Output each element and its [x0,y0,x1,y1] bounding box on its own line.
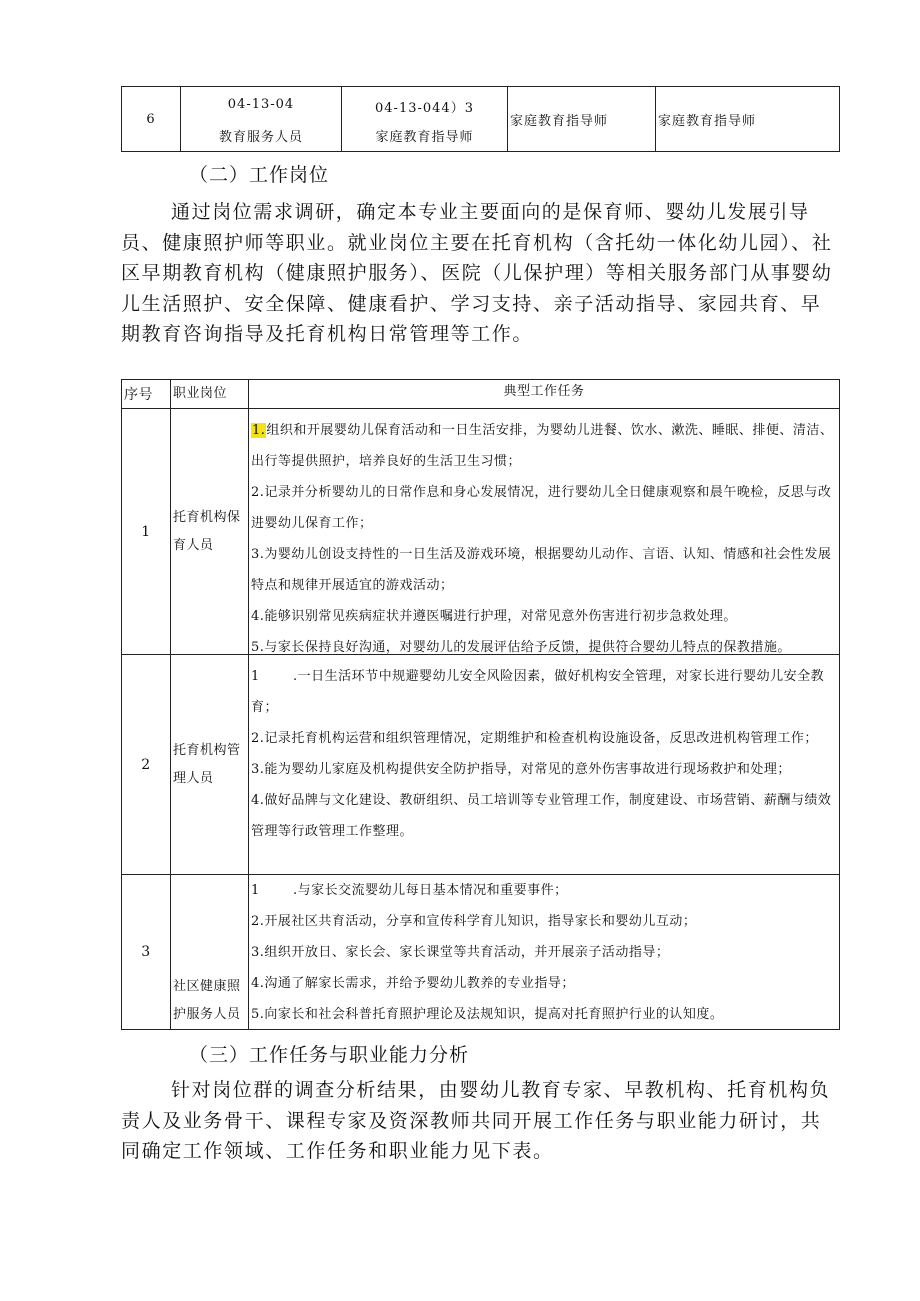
certificate-cell-2: 家庭教育指导师 [656,87,840,152]
task-item: 1 .一日生活环节中规避婴幼儿安全风险因素，做好机构安全管理，对家长进行婴幼儿安全教育； [251,669,825,715]
table-row [122,409,840,655]
task-item: 3.能为婴幼儿家庭及机构提供安全防护指导，对常见的意外伤害事故进行现场救护和处理； [251,762,791,777]
positions-table [121,379,840,1030]
occupation-table [121,86,840,152]
header-position: 职业岗位 [171,380,249,409]
table-row [122,875,840,1030]
table-row [122,655,840,875]
task-item: 4.能够识别常见疾病症状并遵医嘱进行护理，对常见意外伤害进行初步急救处理。 [251,609,737,624]
position-name: 社区健康照护服务人员 [171,875,249,1030]
task-item: 1.组织和开展婴幼儿保育活动和一日生活安排，为婴幼儿进餐、饮水、漱洗、睡眠、排便、清洁、出行等提供照护，培养良好的生活卫生习惯； [251,423,834,469]
highlight-mark: 1. [252,423,266,438]
task-cell [249,655,840,875]
occupation-name: 教育服务人员 [218,130,303,145]
header-no: 序号 [122,380,171,409]
header-tasks: 典型工作任务 [249,380,840,409]
section-heading-task-analysis: （三）工作任务与职业能力分析 [189,1044,470,1066]
task-item: 2.记录并分析婴幼儿的日常作息和身心发展情况，进行婴幼儿全日健康观察和晨午晚检，反思与改进婴幼儿保育工作； [251,485,832,531]
row-number: 1 [122,409,171,655]
positions-paragraph: 通过岗位需求调研，确定本专业主要面向的是保育师、婴幼儿发展引导员、健康照护师等职业。就业岗位主要在托育机构（含托幼一体化幼儿园）、社区早期教育机构（健康照护服务）、医院（儿保护理）等相关服务部门从事婴幼儿生活照护、安全保障、健康看护、学习支持、亲子活动指导、家园共育、早期教育咨询指导及托育机构日常管理等工作。 [121,201,833,345]
task-item: 2.开展社区共育活动，分享和宣传科学育儿知识，指导家长和婴幼儿互动； [251,914,697,929]
row-number: 3 [122,875,171,1030]
task-item: 4.沟通了解家长需求，并给予婴幼儿教养的专业指导； [251,976,575,991]
task-item: 4.做好品牌与文化建设、教研组织、员工培训等专业管理工作，制度建设、市场营销、薪酬与绩效管理等行政管理工作整理。 [251,793,832,839]
row-number: 2 [122,655,171,875]
occupation-code: 04-13-04 [227,97,295,112]
position-name: 托育机构保育人员 [171,409,249,655]
task-item: 5.向家长和社会科普托育照护理论及法规知识，提高对托育照护行业的认知度。 [251,1007,724,1022]
occupation-category-cell [181,87,342,152]
position-name: 托育机构管理人员 [171,655,249,875]
certificate-cell: 家庭教育指导师 [508,87,656,152]
task-analysis-paragraph: 针对岗位群的调查分析结果，由婴幼儿教育专家、早教机构、托育机构负责人及业务骨干、课程专家及资深教师共同开展工作任务与职业能力研讨，共同确定工作领域、工作任务和职业能力见下表。 [121,1079,831,1162]
section-heading-positions: （二）工作岗位 [189,164,330,186]
task-item: 3.为婴幼儿创设支持性的一日生活及游戏环境，根据婴幼儿动作、言语、认知、情感和社会性发展特点和规律开展适宜的游戏活动； [251,547,832,593]
table-row [122,87,840,152]
occupation-detail-code: 04-13-044）3 [375,101,474,116]
task-cell [249,875,840,1030]
table-header-row [122,380,840,409]
task-cell [249,409,840,655]
row-number: 6 [122,87,181,152]
task-item: 2.记录托育机构运营和组织管理情况，定期维护和检查机构设施设备，反思改进机构管理工作； [251,731,818,746]
occupation-detail-name: 家庭教育指导师 [375,130,474,145]
task-item: 3.组织开放日、家长会、家长课堂等共育活动，并开展亲子活动指导； [251,945,670,960]
task-item: 1 .与家长交流婴幼儿每日基本情况和重要事件； [251,883,568,898]
occupation-detail-cell [342,87,508,152]
task-item: 5.与家长保持良好沟通，对婴幼儿的发展评估给予反馈，提供符合婴幼儿特点的保教措施。 [251,640,791,654]
